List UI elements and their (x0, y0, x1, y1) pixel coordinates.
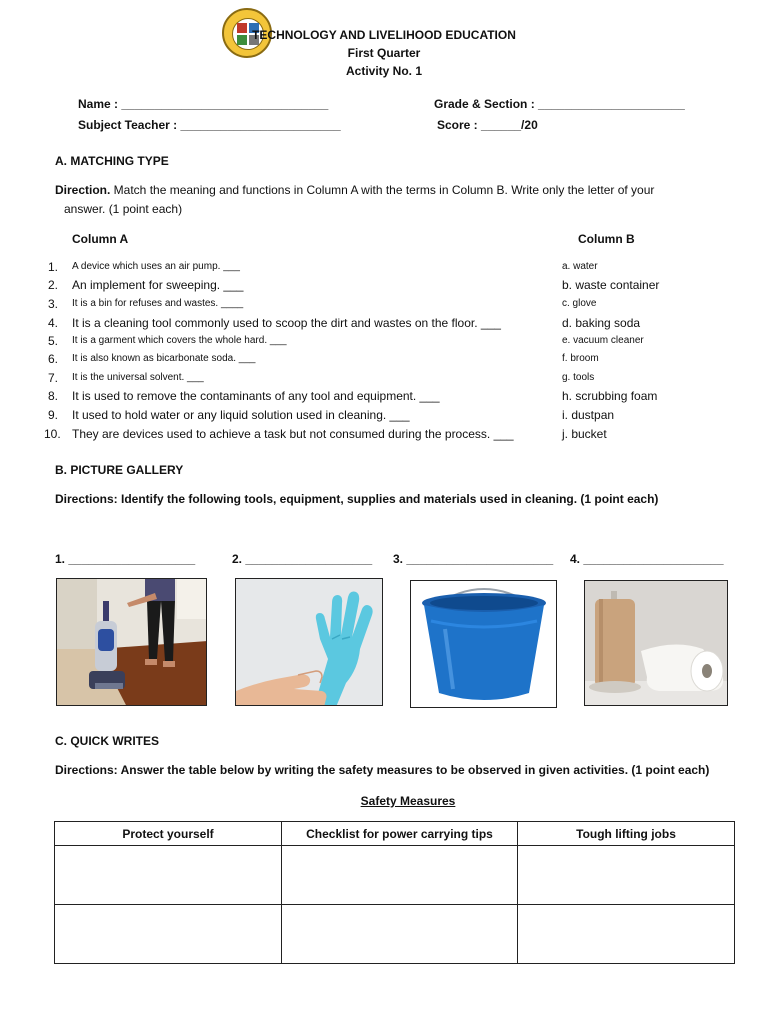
answer-cell[interactable] (518, 846, 735, 905)
answer-cell[interactable] (518, 905, 735, 964)
column-b-item: e. vacuum cleaner (562, 335, 644, 346)
answer-cell[interactable] (55, 905, 282, 964)
item-number: 6. (48, 352, 59, 366)
column-a-item: It is used to remove the contaminants of any tool and equipment. ___ (72, 389, 440, 403)
section-c-title: C. QUICK WRITES (55, 734, 159, 748)
rubber-glove-image (235, 578, 383, 706)
section-b-title: B. PICTURE GALLERY (55, 463, 184, 477)
column-b-item: f. broom (562, 353, 599, 364)
table-row (55, 905, 735, 964)
answer-cell[interactable] (282, 846, 518, 905)
column-a-item: It used to hold water or any liquid solution used in cleaning. ___ (72, 408, 410, 422)
item-number: 5. (48, 334, 59, 348)
item-number: 1. (48, 260, 59, 274)
picture-1-answer-blank[interactable]: 1. ___________________ (55, 552, 196, 566)
section-a-title: A. MATCHING TYPE (55, 154, 169, 168)
safety-measures-table (54, 821, 735, 964)
item-number: 8. (48, 389, 59, 403)
picture-2-answer-blank[interactable]: 2. ___________________ (232, 552, 373, 566)
name-field[interactable]: Name : _______________________________ (78, 97, 329, 111)
picture-3-answer-blank[interactable]: 3. ______________________ (393, 552, 554, 566)
column-b-item: c. glove (562, 298, 597, 309)
column-a-item: It is a cleaning tool commonly used to scoop the dirt and wastes on the floor. ___ (72, 316, 501, 330)
section-a-direction (55, 183, 735, 197)
picture-4-answer-blank[interactable]: 4. _____________________ (570, 552, 724, 566)
column-b-item: j. bucket (562, 427, 607, 441)
column-b-item: h. scrubbing foam (562, 389, 658, 403)
item-number: 4. (48, 316, 59, 330)
column-b-item: b. waste container (562, 278, 660, 292)
vacuum-cleaner-image (56, 578, 207, 706)
column-header-power-carrying: Checklist for power carrying tips (282, 822, 518, 846)
item-number: 2. (48, 278, 59, 292)
subject-title: TECHNOLOGY AND LIVELIHOOD EDUCATION (252, 28, 516, 42)
column-b-header: Column B (578, 232, 635, 246)
column-b-item: g. tools (562, 372, 595, 383)
section-a-direction-line2: answer. (1 point each) (64, 202, 183, 216)
column-b-item: d. baking soda (562, 316, 641, 330)
answer-cell[interactable] (282, 905, 518, 964)
item-number: 7. (48, 371, 59, 385)
table-row (55, 846, 735, 905)
subject-teacher-field[interactable]: Subject Teacher : ________________________ (78, 118, 341, 132)
direction-label: Direction. (55, 183, 111, 197)
column-a-header: Column A (72, 232, 129, 246)
bucket-image (410, 580, 557, 708)
column-header-tough-lifting: Tough lifting jobs (518, 822, 735, 846)
column-a-item: It is a bin for refuses and wastes. ____ (72, 298, 244, 309)
paper-towel-image (584, 580, 728, 706)
column-b-item: a. water (562, 261, 598, 272)
column-a-item: A device which uses an air pump. ___ (72, 261, 240, 272)
item-number: 3. (48, 297, 59, 311)
answer-cell[interactable] (55, 846, 282, 905)
safety-measures-title: Safety Measures (360, 794, 456, 808)
item-number: 9. (48, 408, 59, 422)
column-a-item: An implement for sweeping. ___ (72, 278, 244, 292)
activity-title: Activity No. 1 (345, 64, 423, 78)
column-a-item: It is also known as bicarbonate soda. ___ (72, 353, 256, 364)
column-b-item: i. dustpan (562, 408, 615, 422)
column-header-protect-yourself: Protect yourself (55, 822, 282, 846)
column-a-item: They are devices used to achieve a task but not consumed during the process. ___ (72, 427, 514, 441)
item-number: 10. (44, 427, 61, 441)
grade-section-field[interactable]: Grade & Section : ______________________ (434, 97, 685, 111)
score-field[interactable]: Score : ______/20 (437, 118, 538, 132)
section-b-directions: Directions: Identify the following tools, equipment, supplies and materials used in cleaning. (1 point each) (55, 492, 659, 506)
section-c-directions: Directions: Answer the table below by writing the safety measures to be observed in given activities. (1 point each) (55, 763, 710, 777)
quarter-title: First Quarter (347, 46, 421, 60)
column-a-item: It is the universal solvent. ___ (72, 372, 204, 383)
direction-text: Match the meaning and functions in Column A with the terms in Column B. Write only the letter of your (110, 183, 655, 197)
table-header-row (55, 822, 735, 846)
column-a-item: It is a garment which covers the whole hard. ___ (72, 335, 287, 346)
